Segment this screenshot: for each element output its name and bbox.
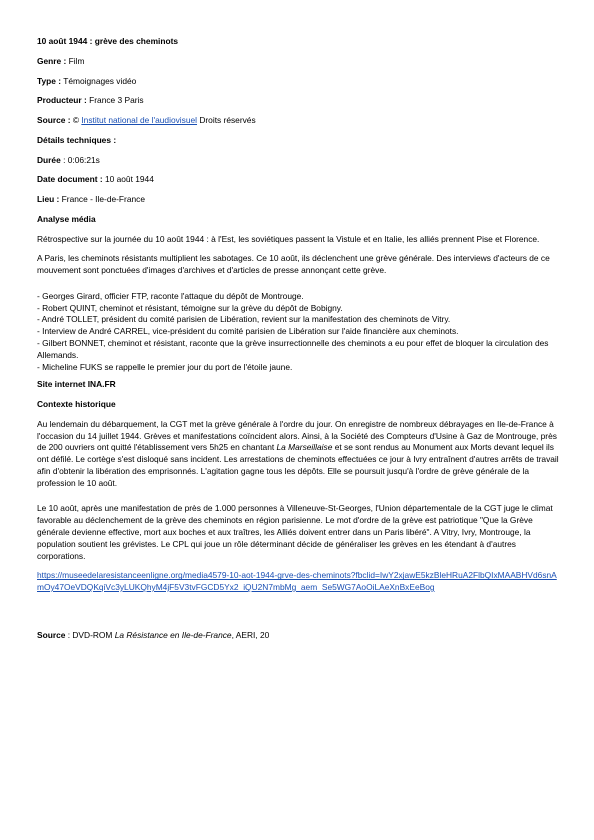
- producteur-label: Producteur :: [37, 95, 87, 106]
- list-item: - Georges Girard, officier FTP, raconte l'attaque du dépôt de Montrouge.: [37, 290, 304, 301]
- duree-row: [37, 155, 559, 167]
- contexte-text-a: Au lendemain du débarquement, la CGT met la grève générale à l'ordre du jour. On enregistre de nombreux débrayages en Ile-de-France à l'occasion du 14 juillet 1944. Grèves et manifestations coïncident alors. Ainsi, à la Société des Compteurs d'Usine à Gaz de Montrouge, près de 200 ouvriers ont quitté l'établissement vers 5h25 en chantant: [37, 418, 557, 453]
- genre-value: Film: [68, 55, 85, 66]
- source-copyright: ©: [72, 115, 80, 126]
- contexte-paragraph-2: Le 10 août, après une manifestation de près de 1.000 personnes à Villeneuve-St-Georges, l'Union départementale de la CGT juge le climat favorable au déclenchement de la grève des cheminots en région parisienne. Le mot d'ordre de la grève est patriotique "Que la Grève générale devienne effective, mort aux boches et aux traîtres, les Alliés doivent entrer dans un Paris libéré". A Vitry, Ivry, Montrouge, la population soutient les grévistes. Le CPL qui joue un rôle déterminant décide de généraliser les grèves en les étendant à d'autres corporations.: [37, 503, 553, 561]
- document-page: [37, 36, 559, 650]
- list-item: - Interview de André CARREL, vice-président du comité parisien de Libération sur l'aide financière aux cheminots.: [37, 326, 459, 337]
- genre-row: [37, 56, 559, 68]
- lieu-label: Lieu :: [37, 194, 60, 205]
- analyse-paragraph-1: Rétrospective sur la journée du 10 août 1944 : à l'Est, les soviétiques passent la Vistule et en Italie, les alliés prennent Pise et Florence.: [37, 233, 540, 244]
- source-url-link[interactable]: https://museedelaresistanceenligne.org/media4579-10-aot-1944-grve-des-cheminots?fbclid=IwY2xjawE5kzBleHRuA2FlbQIxMAABHVd6snAmOy47OeVDQKqiVc3yLUKQhyM4jF5V3tvFGCD5Yx2_iQU2N7mbMg_aem_Se5WG7AoOiLAeXnBxEeBog: [37, 570, 557, 593]
- date-value: 10 août 1944: [104, 174, 154, 185]
- footer-source-text-a: : DVD-ROM: [65, 629, 115, 640]
- list-item: - Gilbert BONNET, cheminot et résistant, raconte que la grève insurrectionnelle des cheminots a eu pour effet de bloquer la circulation des Allemands.: [37, 338, 549, 360]
- source-label: Source :: [37, 115, 71, 126]
- lieu-value: France - Ile-de-France: [61, 194, 145, 205]
- type-value: Témoignages vidéo: [63, 75, 137, 86]
- producteur-value: France 3 Paris: [89, 95, 144, 106]
- producteur-row: [37, 95, 559, 107]
- type-row: [37, 76, 559, 88]
- contexte-italic-title: La Marseillaise: [276, 442, 333, 453]
- analyse-heading: Analyse média: [37, 213, 96, 224]
- document-title: 10 août 1944 : grève des cheminots: [37, 36, 179, 46]
- contexte-paragraph-1: [37, 419, 559, 490]
- list-item: - Micheline FUKS se rappelle le premier jour du port de l'étoile jaune.: [37, 361, 293, 372]
- duree-value: : 0:06:21s: [63, 154, 100, 165]
- duree-label: Durée: [37, 154, 61, 165]
- list-item: - Robert QUINT, cheminot et résistant, témoigne sur la grève du dépôt de Bobigny.: [37, 302, 343, 313]
- footer-source: [37, 630, 559, 642]
- interview-list: [37, 291, 559, 373]
- analyse-paragraph-2: A Paris, les cheminots résistants multiplient les sabotages. Ce 10 août, ils déclenchent une grève générale. Des interviews d'acteurs de ce mouvement sont ponctuées d'images d'archives et d'articles de presse annonçant cette grève.: [37, 253, 550, 276]
- source-link[interactable]: Institut national de l'audiovisuel: [81, 115, 198, 126]
- footer-source-italic: La Résistance en Ile-de-France: [114, 629, 232, 640]
- contexte-text-b: et se sont rendus au Monument aux Morts devant lequel ils ont défilé. Le cortège s'est disloqué sans incident. Les arrestations de cheminots effectuées ce jour à Ivry entraînent d'autres arrêts de travail afin d'obtenir la libération des emprisonnés. L'agitation gagne tous les dépôts. Elle se poursuit jusqu'à l'ordre de grève générale de la profession le 10 août.: [37, 442, 559, 488]
- footer-source-text-b: , AERI, 20: [231, 629, 270, 640]
- details-heading: Détails techniques :: [37, 134, 117, 145]
- contexte-heading: Contexte historique: [37, 399, 116, 410]
- footer-source-label: Source: [37, 629, 66, 640]
- lieu-row: [37, 194, 559, 206]
- date-row: [37, 174, 559, 186]
- date-label: Date document :: [37, 174, 103, 185]
- list-item: - André TOLLET, président du comité parisien de Libération, revient sur la manifestation des cheminots de Vitry.: [37, 314, 451, 325]
- source-rights: Droits réservés: [199, 115, 256, 126]
- source-row: [37, 115, 559, 127]
- genre-label: Genre :: [37, 55, 67, 66]
- site-heading: Site internet INA.FR: [37, 379, 116, 390]
- type-label: Type :: [37, 75, 62, 86]
